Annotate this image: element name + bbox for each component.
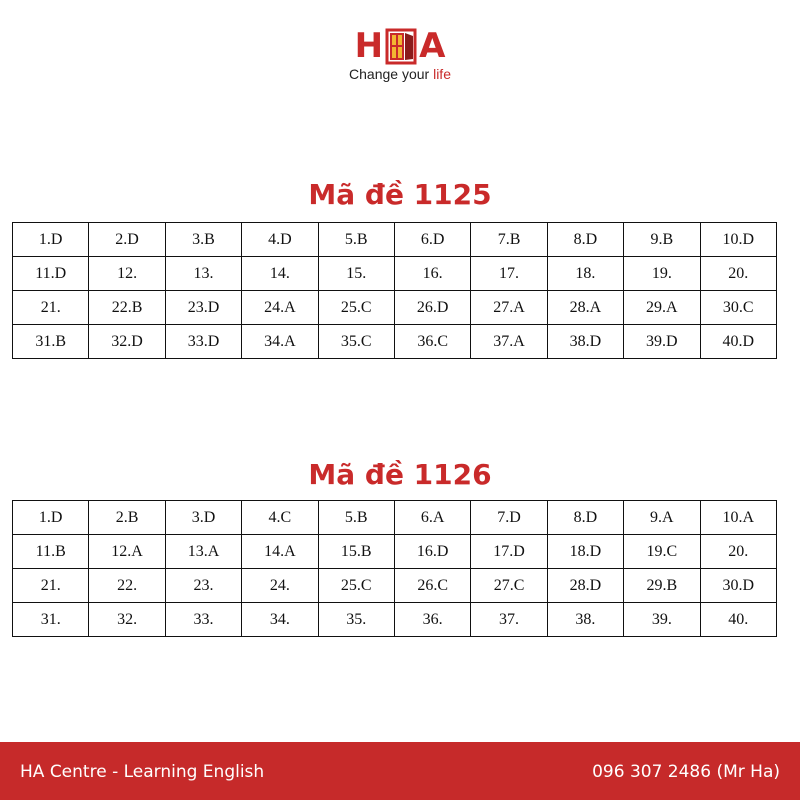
answer-cell: 24. [242,569,318,603]
brand-logo [0,26,800,82]
answer-cell: 14. [242,257,318,291]
answer-cell: 18.D [547,535,623,569]
answer-cell: 33.D [165,325,241,359]
footer-bar [0,742,800,800]
answer-cell: 31. [13,603,89,637]
answer-cell: 37.A [471,325,547,359]
answer-cell: 26.C [394,569,470,603]
logo-letter-a: A [419,26,446,66]
answer-cell: 2.B [89,501,165,535]
answer-cell: 1.D [13,501,89,535]
door-icon [385,27,417,65]
answer-cell: 22.B [89,291,165,325]
footer-phone: 096 307 2486 (Mr Ha) [592,762,780,782]
answer-cell: 11.D [13,257,89,291]
answer-cell: 40. [700,603,776,637]
answer-cell: 32.D [89,325,165,359]
answer-cell: 10.A [700,501,776,535]
answer-cell: 39.D [624,325,700,359]
answer-cell: 27.C [471,569,547,603]
answer-cell: 16. [394,257,470,291]
answer-cell: 27.A [471,291,547,325]
answer-cell: 25.C [318,291,394,325]
logo-mark [355,26,446,66]
answer-cell: 25.C [318,569,394,603]
answer-cell: 11.B [13,535,89,569]
answer-cell: 20. [700,535,776,569]
answer-cell: 15.B [318,535,394,569]
answer-cell: 12. [89,257,165,291]
answer-cell: 8.D [547,223,623,257]
tagline [0,66,800,82]
answer-row [13,257,777,291]
answer-cell: 6.A [394,501,470,535]
answer-cell: 8.D [547,501,623,535]
answer-cell: 30.D [700,569,776,603]
answer-cell: 28.D [547,569,623,603]
exam-code-title: Mã đề 1125 [308,178,492,211]
answer-cell: 3.B [165,223,241,257]
exam-code-title: Mã đề 1126 [308,458,492,491]
answer-cell: 14.A [242,535,318,569]
answer-cell: 26.D [394,291,470,325]
answer-cell: 21. [13,291,89,325]
answer-cell: 31.B [13,325,89,359]
answer-cell: 7.B [471,223,547,257]
answer-cell: 17.D [471,535,547,569]
answer-cell: 38. [547,603,623,637]
answer-cell: 7.D [471,501,547,535]
answer-cell: 18. [547,257,623,291]
answer-row [13,501,777,535]
answer-cell: 24.A [242,291,318,325]
answer-cell: 9.A [624,501,700,535]
answer-cell: 22. [89,569,165,603]
answer-cell: 38.D [547,325,623,359]
answer-cell: 12.A [89,535,165,569]
answer-cell: 16.D [394,535,470,569]
answer-cell: 37. [471,603,547,637]
answer-cell: 29.B [624,569,700,603]
tagline-accent: life [433,66,451,82]
answer-cell: 40.D [700,325,776,359]
answer-cell: 17. [471,257,547,291]
answer-row [13,223,777,257]
answer-cell: 3.D [165,501,241,535]
answer-cell: 2.D [89,223,165,257]
answer-row [13,291,777,325]
answer-cell: 35. [318,603,394,637]
logo-letter-h: H [354,26,384,66]
answer-cell: 5.B [318,501,394,535]
answer-cell: 23. [165,569,241,603]
answer-cell: 33. [165,603,241,637]
answer-cell: 36.C [394,325,470,359]
answer-cell: 28.A [547,291,623,325]
answer-row [13,603,777,637]
answer-row [13,535,777,569]
answer-row [13,325,777,359]
answer-cell: 39. [624,603,700,637]
answer-cell: 13. [165,257,241,291]
answer-cell: 35.C [318,325,394,359]
tagline-main: Change your [349,66,434,82]
answer-table [12,222,777,359]
answer-cell: 15. [318,257,394,291]
answer-cell: 23.D [165,291,241,325]
answer-cell: 36. [394,603,470,637]
answer-cell: 19. [624,257,700,291]
answer-table [12,500,777,637]
answer-cell: 34. [242,603,318,637]
answer-row [13,569,777,603]
answer-cell: 13.A [165,535,241,569]
answer-cell: 4.C [242,501,318,535]
answer-cell: 5.B [318,223,394,257]
answer-cell: 32. [89,603,165,637]
answer-cell: 1.D [13,223,89,257]
answer-cell: 30.C [700,291,776,325]
answer-cell: 4.D [242,223,318,257]
answer-cell: 9.B [624,223,700,257]
footer-centre-name: HA Centre - Learning English [20,762,265,782]
answer-cell: 34.A [242,325,318,359]
answer-cell: 21. [13,569,89,603]
answer-cell: 6.D [394,223,470,257]
answer-cell: 19.C [624,535,700,569]
answer-cell: 20. [700,257,776,291]
answer-cell: 29.A [624,291,700,325]
answer-cell: 10.D [700,223,776,257]
